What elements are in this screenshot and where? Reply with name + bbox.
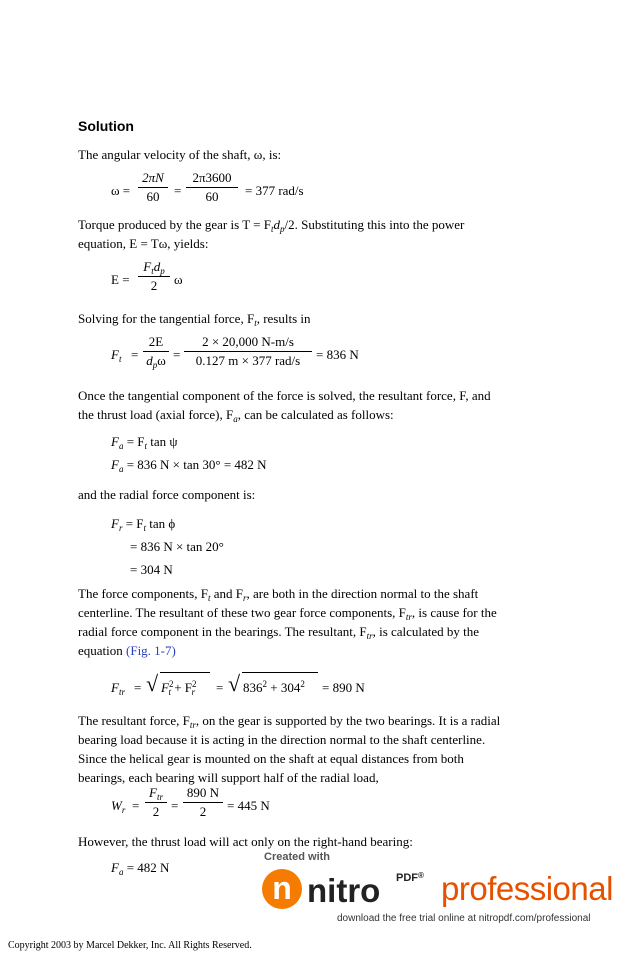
nitro-logo-icon: n [262, 869, 302, 909]
equation-thrust-1: $F_a = F_t$ tan ψ [111, 434, 178, 451]
eq1-den2: 60 [205, 189, 219, 204]
eq3-fraction-2 [184, 334, 312, 369]
section-heading: Solution [78, 118, 134, 134]
eq7-result: = 445 N [227, 798, 270, 813]
equation-radial-3: = 304 N [130, 562, 173, 577]
paragraph-bearing-load: The resultant force, $F_{tr}$, on the gear is supported by the two bearings. It is a radial bearing load because it is acting in the direction normal to the shaft centerline. Since the helical gear is mounted on the shaft at equal distances from both bearings, each bearing will support half of the radial load, [78, 713, 501, 785]
watermark-professional: professional [441, 870, 613, 907]
eq2-lhs: E = [111, 272, 130, 287]
eq3-equals-2: = [173, 347, 181, 362]
eq7-num2: 890 N [183, 785, 223, 803]
eq2-fraction: $F_td_p$ 2 [138, 259, 170, 294]
equation-thrust-2: $F_a = 836$ N × tan 30° = 482 N [111, 457, 267, 474]
eq6-radicand-2: $836^2 + 304^2$ [243, 679, 305, 695]
eq1-lhs: ω = [111, 183, 131, 198]
eq6-result: = 890 N [322, 680, 365, 695]
figure-link[interactable]: (Fig. 1-7) [126, 643, 176, 658]
eq7-lhs: $W_r$ [111, 798, 126, 815]
eq7-equals-1: = [132, 798, 140, 813]
eq7-fraction-1: $F_{tr}$ 2 [145, 785, 167, 820]
eq1-result: = 377 rad/s [245, 183, 304, 198]
eq3-fraction-1 [143, 334, 169, 369]
eq1-num2: 2π3600 [186, 170, 238, 188]
eq3-result: = 836 N [316, 347, 359, 362]
eq1-fraction-1 [138, 170, 168, 205]
copyright-footer: Copyright 2003 by Marcel Dekker, Inc. All Rights Reserved. [8, 940, 252, 951]
eq6-radicand-1: $F^2_t + F^2_r$ [161, 679, 197, 697]
eq3-equals-1: = [131, 347, 139, 362]
eq1-fraction-2 [186, 170, 238, 205]
eq7-equals-2: = [171, 798, 179, 813]
eq2-num: F [143, 259, 152, 274]
watermark-download-link[interactable]: download the free trial online at nitropdf.com/professional [337, 913, 591, 924]
eq3-num1: 2E [143, 334, 169, 352]
sqrt-bar-2 [242, 672, 318, 673]
eq6-equals-2: = [216, 680, 224, 695]
equation-thrust-final: $F_a = 482$ N [111, 860, 170, 877]
eq3-den1: $d_p\omega$ [146, 353, 166, 370]
paragraph-thrust-load: However, the thrust load will act only on the right-hand bearing: [78, 834, 413, 849]
sqrt-bar-1 [160, 672, 210, 673]
equation-radial-1: $F_r = F_t$ tan ϕ [111, 516, 176, 533]
eq3-lhs: $F_t$ [111, 347, 122, 364]
eq3-den2: 0.127 m × 377 rad/s [195, 353, 301, 368]
paragraph-force-components: The force components, $F_t$ and $F_r$, are both in the direction normal to the shaft centerline. The resultant of these two gear force components, $F_{tr}$, is cause for the radial force component in the bearings. The resultant, $F_{tr}$, is calculated by the equation (Fig. 1-7) [78, 586, 497, 658]
eq7-num1: F [149, 785, 157, 800]
eq1-den1: 60 [146, 189, 160, 204]
paragraph-torque-line1: Torque produced by the gear is $T = F_td_p/2$. Substituting this into the power [78, 217, 465, 234]
paragraph-radial-intro: and the radial force component is: [78, 487, 256, 502]
eq2-den: 2 [150, 278, 158, 293]
eq6-equals-1: = [134, 680, 142, 695]
equation-radial-2: = 836 N × tan 20° [130, 539, 224, 554]
watermark-nitro: nitro [307, 872, 381, 909]
paragraph-torque-line2: equation, E = Tω, yields: [78, 236, 209, 251]
paragraph-resultant-intro: Once the tangential component of the force is solved, the resultant force, F, and the thrust load (axial force), $F_a$, can be calculated as follows: [78, 388, 491, 424]
watermark-pdf: PDF® [396, 871, 424, 884]
sqrt-symbol-1: √ [146, 671, 159, 696]
eq6-lhs: $F_{tr}$ [111, 680, 125, 697]
eq7-den2: 2 [199, 804, 207, 819]
eq7-fraction-2 [183, 785, 223, 820]
paragraph-angular-velocity: The angular velocity of the shaft, ω, is: [78, 147, 282, 162]
eq7-den1: 2 [152, 804, 160, 819]
eq1-num1: 2πN [142, 170, 164, 185]
eq1-equals: = [174, 183, 182, 198]
paragraph-solving: Solving for the tangential force, $F_t$, results in [78, 311, 311, 328]
watermark-created-with: Created with [264, 851, 331, 863]
sqrt-symbol-2: √ [228, 671, 241, 696]
eq2-rhs: ω [174, 272, 183, 287]
eq3-num2: 2 × 20,000 N-m/s [184, 334, 312, 352]
